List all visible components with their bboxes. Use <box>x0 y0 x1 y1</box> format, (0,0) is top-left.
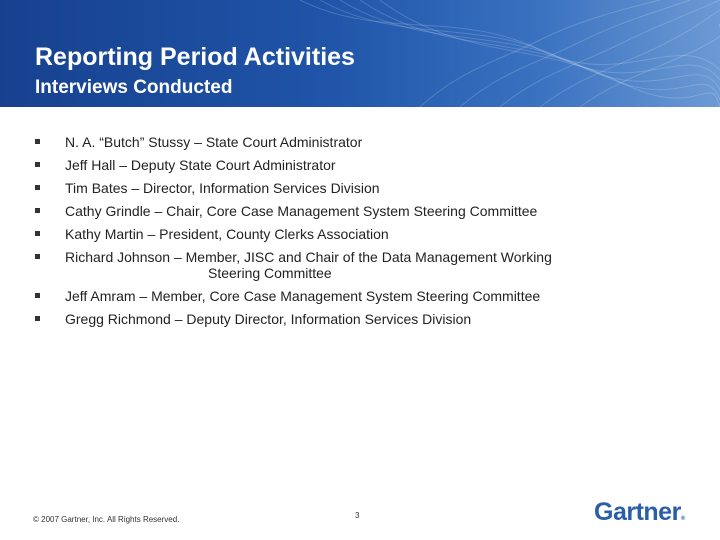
footer-copyright: © 2007 Gartner, Inc. All Rights Reserved. <box>33 515 180 524</box>
list-item-text: Tim Bates – Director, Information Services Division <box>65 180 380 196</box>
list-item-text: N. A. “Butch” Stussy – State Court Administrator <box>65 134 363 150</box>
list-item-text: Cathy Grindle – Chair, Core Case Management System Steering Committee <box>65 203 538 219</box>
slide-header <box>0 0 720 107</box>
square-bullet-icon <box>35 162 40 167</box>
list-item-text: Jeff Amram – Member, Core Case Management System Steering Committee <box>65 288 541 304</box>
slide-title: Reporting Period Activities <box>35 43 355 71</box>
logo-text: Gartner <box>594 498 681 526</box>
square-bullet-icon <box>35 185 40 190</box>
square-bullet-icon <box>35 293 40 298</box>
list-item-text: Richard Johnson – Member, JISC and Chair of the Data Management Working <box>65 249 552 265</box>
square-bullet-icon <box>35 254 40 259</box>
square-bullet-icon <box>35 231 40 236</box>
square-bullet-icon <box>35 208 40 213</box>
square-bullet-icon <box>35 139 40 144</box>
list-item-text: Jeff Hall – Deputy State Court Administrator <box>65 157 336 173</box>
list-item-text: Kathy Martin – President, County Clerks Association <box>65 226 389 242</box>
registered-mark: ® <box>680 516 685 522</box>
square-bullet-icon <box>35 316 40 321</box>
list-item-continuation: Steering Committee <box>208 265 332 281</box>
gartner-logo <box>594 498 685 527</box>
slide-subtitle: Interviews Conducted <box>35 77 233 98</box>
page-number: 3 <box>355 511 360 520</box>
list-item-text: Gregg Richmond – Deputy Director, Information Services Division <box>65 311 472 327</box>
